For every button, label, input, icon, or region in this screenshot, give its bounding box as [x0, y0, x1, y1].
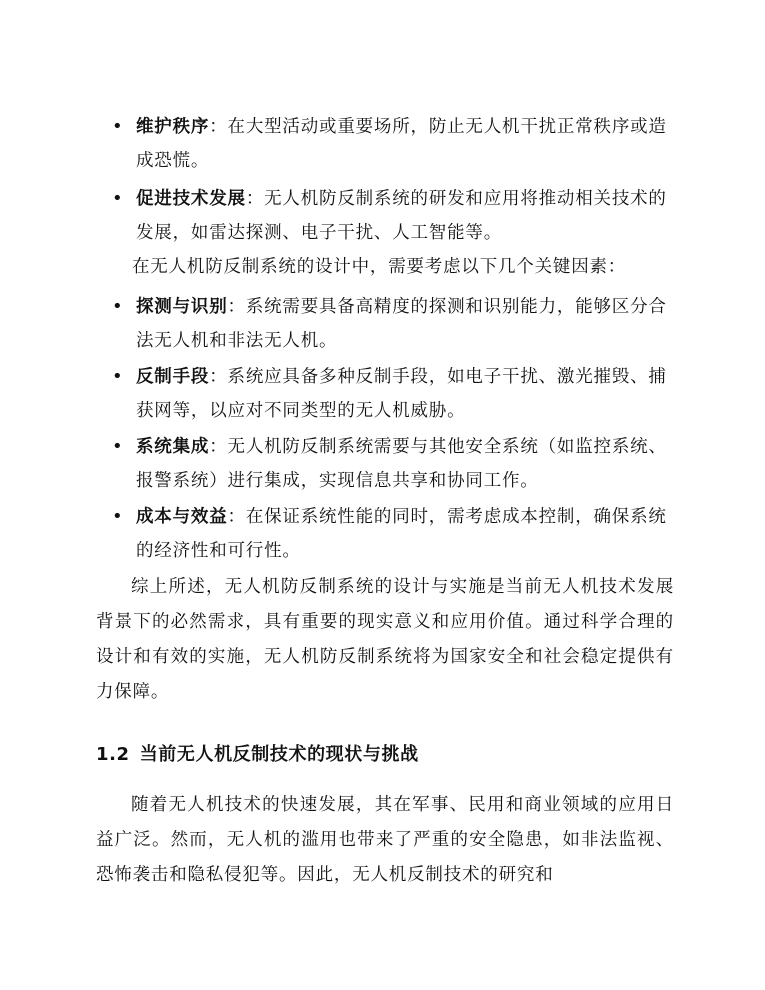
- section-title: 当前无人机反制技术的现状与挑战: [139, 744, 419, 765]
- bullet-list-key-factors: [0, 290, 765, 568]
- bullet-dot: •: [112, 188, 124, 209]
- list-item-separator: ：: [227, 297, 246, 317]
- list-item-term: 反制手段: [136, 367, 210, 387]
- list-item-text: 系统应具备多种反制手段，如电子干扰、激光摧毁、捕获网等，以应对不同类型的无人机威胁。: [136, 367, 667, 421]
- bullet-dot: •: [112, 506, 124, 527]
- section-number: 1.2: [96, 744, 130, 765]
- list-item-term: 系统集成: [136, 437, 210, 457]
- list-item-text: 在大型活动或重要场所，防止无人机干扰正常秩序或造成恐慌。: [136, 117, 667, 171]
- bullet-dot: •: [112, 116, 124, 137]
- summary-paragraph: 综上所述，无人机防反制系统的设计与实施是当前无人机技术发展背景下的必然需求，具有重要的现实意义和应用价值。通过科学合理的设计和有效的实施，无人机防反制系统将为国家安全和社会稳定提供有力保障。: [96, 577, 674, 702]
- list-item: [0, 360, 765, 428]
- list-item-separator: ：: [245, 189, 265, 209]
- list-item-text: 系统需要具备高精度的探测和识别能力，能够区分合法无人机和非法无人机。: [136, 297, 667, 351]
- list-item: [0, 182, 765, 250]
- list-item-term: 探测与识别: [136, 297, 228, 317]
- bullet-dot: •: [112, 296, 124, 317]
- key-factors-intro: 在无人机防反制系统的设计中，需要考虑以下几个关键因素：: [132, 257, 627, 277]
- bullet-dot: •: [112, 366, 124, 387]
- bullet-dot: •: [112, 436, 124, 457]
- list-item-term: 成本与效益: [136, 507, 228, 527]
- list-item-text: 无人机防反制系统需要与其他安全系统（如监控系统、报警系统）进行集成，实现信息共享和协同工作。: [136, 437, 667, 491]
- list-item-separator: ：: [209, 437, 228, 457]
- list-item: [0, 500, 765, 568]
- list-item: [0, 430, 765, 498]
- list-item-separator: ：: [209, 117, 228, 137]
- list-item-text: 在保证系统性能的同时，需考虑成本控制，确保系统的经济性和可行性。: [136, 507, 667, 561]
- section-heading: [96, 740, 696, 770]
- list-item-term: 维护秩序: [136, 117, 210, 137]
- section-paragraph: 随着无人机技术的快速发展，其在军事、民用和商业领域的应用日益广泛。然而，无人机的滥用也带来了严重的安全隐患，如非法监视、恐怖袭击和隐私侵犯等。因此，无人机反制技术的研究和: [96, 795, 674, 885]
- list-item: [0, 290, 765, 358]
- list-item-term: 促进技术发展: [136, 189, 246, 209]
- list-item-separator: ：: [227, 507, 246, 527]
- bullet-list-benefits: [0, 110, 765, 250]
- list-item: [0, 110, 765, 178]
- list-item-text: 无人机防反制系统的研发和应用将推动相关技术的发展，如雷达探测、电子干扰、人工智能等。: [136, 189, 667, 243]
- list-item-separator: ：: [209, 367, 228, 387]
